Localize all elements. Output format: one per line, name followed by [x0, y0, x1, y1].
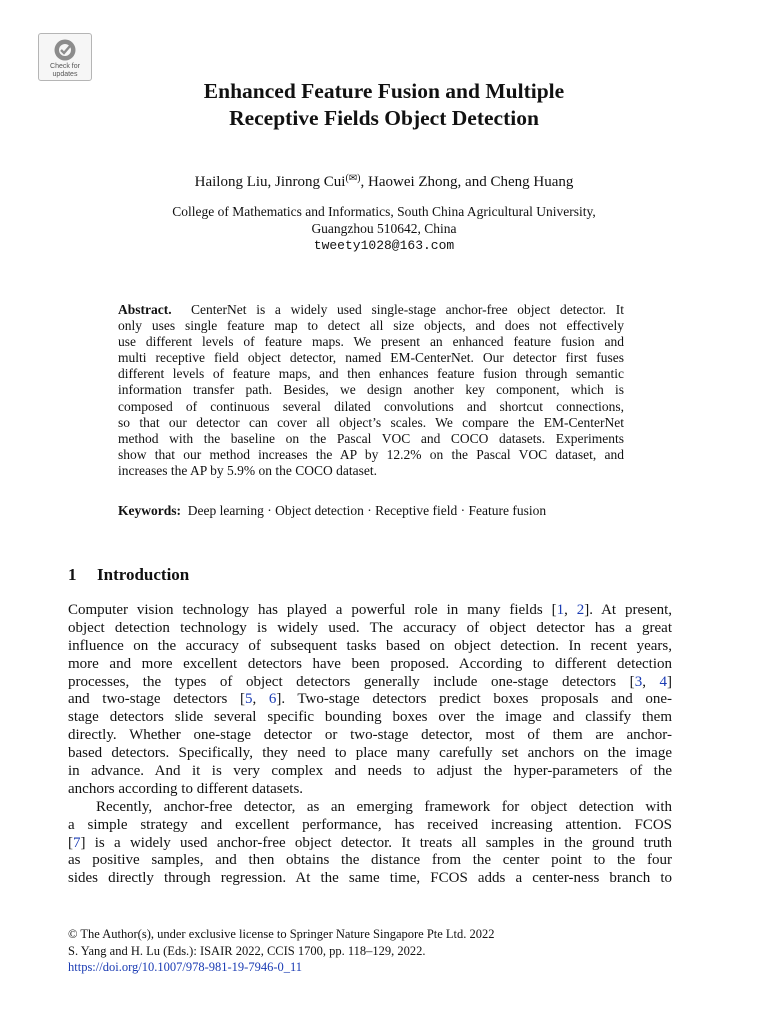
body-line: directly. Whether one-stage detector or two-stage detector, most of them are anchor- — [68, 727, 672, 744]
body-line: based detectors. Specifically, they need to place many carefully set anchors on the image — [68, 745, 672, 762]
citation-link[interactable]: 5 — [244, 691, 253, 708]
body-line: processes, the types of object detectors generally include one-stage detectors [3, 4] — [68, 673, 672, 690]
author-list — [0, 170, 768, 191]
body-text — [68, 602, 672, 888]
keywords-label: Keywords: — [118, 503, 181, 518]
abstract-line: only uses single feature map to detect all size objects, and does not effectively — [118, 318, 624, 334]
body-line: anchors according to different datasets. — [68, 780, 304, 797]
badge-label-2: updates — [52, 71, 78, 78]
title-line-1: Enhanced Feature Fusion and Multiple — [203, 79, 565, 103]
abstract — [118, 302, 624, 479]
abstract-line: composed of continuous several dilated convolutions and shortcut connections, — [118, 398, 624, 414]
author-email[interactable]: tweety1028@163.com — [313, 238, 455, 253]
body-line: influence on the accuracy of subsequent tasks based on object detection. In recent years, — [68, 637, 672, 654]
check-for-updates-badge[interactable] — [38, 33, 92, 81]
section-title: Introduction — [97, 565, 190, 584]
body-line: stage detectors slide several specific bounding boxes over the image and classify them — [68, 709, 672, 726]
footer — [68, 926, 688, 976]
body-line: and two-stage detectors [5, 6]. Two-stage detectors predict boxes proposals and one- — [68, 691, 672, 708]
citation-link[interactable]: 6 — [268, 691, 277, 708]
abstract-line: different levels of feature maps, and then enhances feature fusion through semantic — [118, 366, 624, 382]
body-line: as positive samples, and then obtains the distance from the center point to the four — [68, 852, 672, 869]
abstract-line: show that our method increases the AP by 12.2% on the Pascal VOC dataset, and — [118, 446, 624, 462]
abstract-label: Abstract. — [118, 302, 172, 317]
abstract-line: use different levels of feature maps. We present an enhanced feature fusion and — [118, 334, 624, 350]
abstract-line: Abstract. CenterNet is a widely used single-stage anchor-free object detector. It — [118, 302, 624, 317]
check-updates-icon — [52, 38, 78, 62]
body-line: object detection technology is widely used. The accuracy of object detector has a great — [68, 619, 672, 636]
keywords-text: Deep learning · Object detection · Receptive field · Feature fusion — [187, 503, 547, 518]
authors-before: Hailong Liu, Jinrong Cui — [194, 174, 346, 190]
section-heading — [68, 564, 189, 586]
keywords — [118, 502, 624, 519]
corresponding-author-mark: (✉) — [345, 173, 361, 184]
citation-link[interactable]: 3 — [634, 673, 643, 690]
abstract-line: method with the baseline on the Pascal VOC and COCO datasets. Experiments — [118, 430, 624, 446]
body-line: in advance. And it is very complex and needs to adjust the hyper-parameters of the — [68, 763, 672, 780]
badge-label-1: Check for — [50, 63, 80, 70]
affiliation-line-1: College of Mathematics and Informatics, South China Agricultural University, — [172, 204, 596, 219]
abstract-line: increases the AP by 5.9% on the COCO dataset. — [118, 462, 377, 478]
paper-title — [0, 78, 768, 132]
body-line: a simple strategy and excellent performance, has received increasing attention. FCOS — [68, 816, 672, 833]
abstract-line: so that our detector can cover all object’s scales. We compare the EM-CenterNet — [118, 414, 624, 430]
citation-link[interactable]: 7 — [73, 834, 81, 851]
doi-link[interactable]: https://doi.org/10.1007/978-981-19-7946-0_11 — [68, 960, 303, 974]
citation-link[interactable]: 4 — [659, 673, 667, 690]
authors-after: , Haowei Zhong, and Cheng Huang — [360, 174, 574, 190]
body-line: Recently, anchor-free detector, as an emerging framework for object detection with — [96, 798, 672, 815]
body-line: more and more excellent detectors have been proposed. According to different detection — [68, 655, 672, 672]
abstract-line: multi receptive field object detector, named EM-CenterNet. Our detector first fuses — [118, 350, 624, 366]
title-line-2: Receptive Fields Object Detection — [229, 106, 539, 130]
body-line: Computer vision technology has played a powerful role in many fields [1, 2]. At present, — [68, 602, 672, 618]
body-line: sides directly through regression. At the same time, FCOS adds a center-ness branch to — [68, 870, 672, 887]
section-number: 1 — [68, 565, 77, 584]
copyright-notice: © The Author(s), under exclusive license to Springer Nature Singapore Pte Ltd. 2022 — [68, 927, 495, 941]
citation-link[interactable]: 1 — [556, 602, 565, 618]
citation-link[interactable]: 2 — [576, 602, 585, 618]
citation-info: S. Yang and H. Lu (Eds.): ISAIR 2022, CCIS 1700, pp. 118–129, 2022. — [68, 943, 426, 958]
affiliation-line-2: Guangzhou 510642, China — [311, 221, 457, 236]
abstract-line: information transfer path. Besides, we design another key component, which is — [118, 382, 624, 398]
affiliation — [0, 203, 768, 254]
body-line: [7] is a widely used anchor-free object detector. It treats all samples in the ground truth — [68, 834, 672, 851]
